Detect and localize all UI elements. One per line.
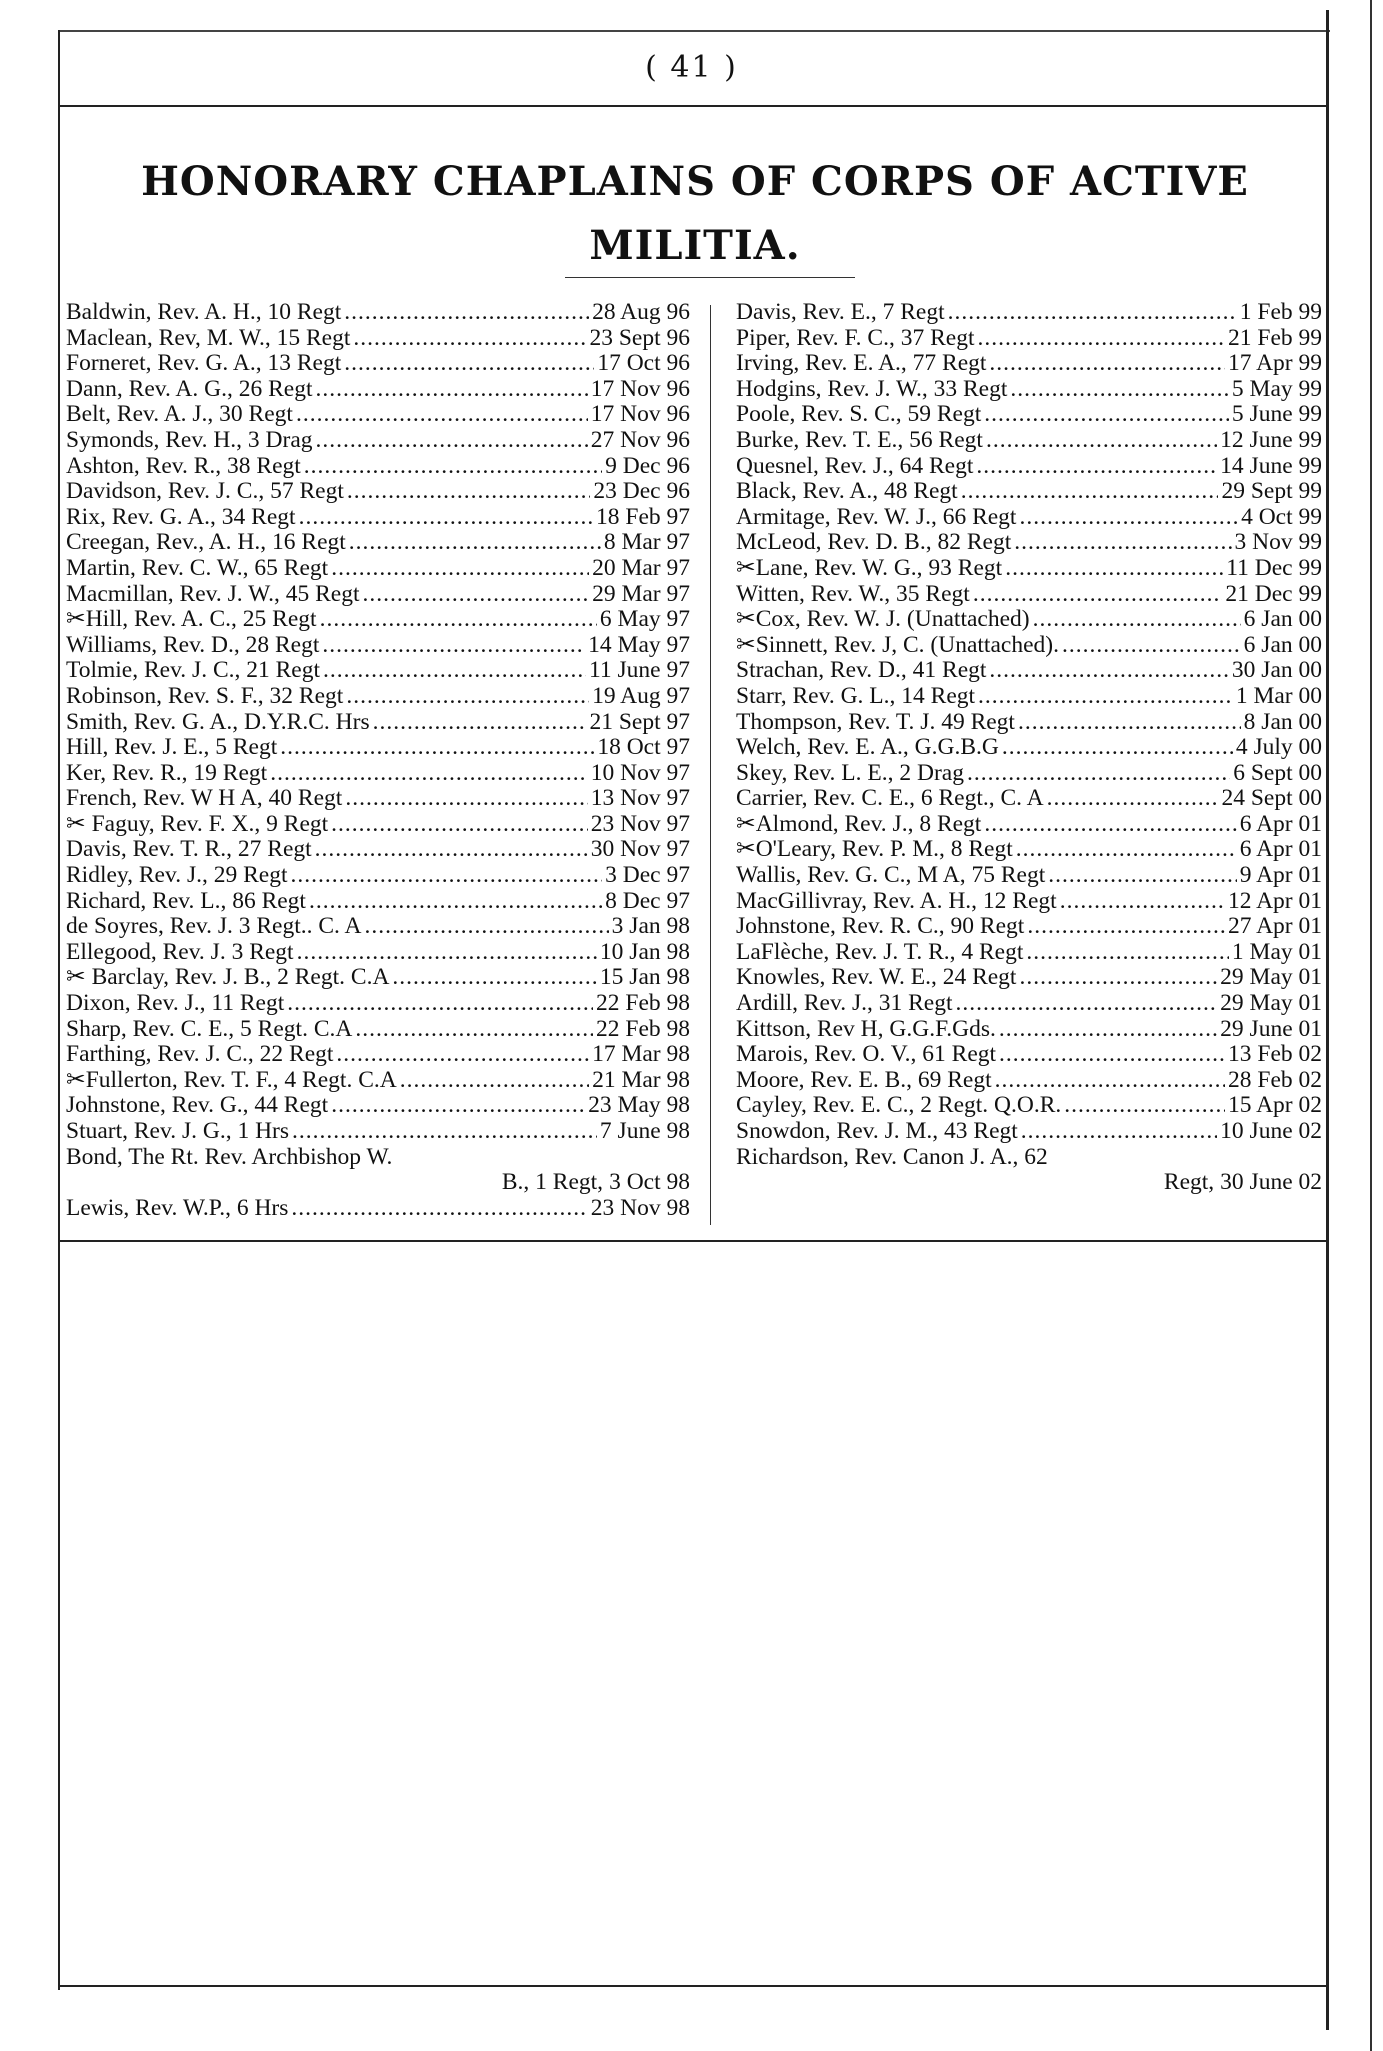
- list-item: [736, 786, 1322, 812]
- entry-name: Kittson, Rev H, G.G.F.Gds.: [736, 1015, 996, 1042]
- table-bottom-rule: [60, 1240, 1328, 1242]
- entry-date: 24 Sept 00: [1221, 785, 1322, 812]
- list-item: [736, 633, 1322, 659]
- title-line-1: HONORARY CHAPLAINS OF CORPS OF ACTIVE: [141, 158, 1249, 205]
- page-frame-right: [1326, 10, 1329, 2030]
- leader-dots: [1033, 607, 1241, 633]
- entry-date: 10 Nov 97: [590, 759, 690, 786]
- entry-name: Johnstone, Rev. G., 44 Regt: [66, 1092, 329, 1119]
- leader-dots: [373, 710, 587, 736]
- leader-dots: [1027, 914, 1225, 940]
- leader-dots: [292, 1119, 597, 1145]
- entry-date: 30 Jan 00: [1231, 657, 1322, 684]
- list-item: [736, 1145, 1322, 1171]
- list-item: [66, 889, 690, 915]
- list-item: [66, 658, 690, 684]
- leader-dots: [392, 965, 597, 991]
- entry-date: 6 Jan 00: [1243, 606, 1322, 633]
- leader-dots: [984, 402, 1229, 428]
- entry-date: 22 Feb 98: [596, 990, 690, 1017]
- entry-name: Poole, Rev. S. C., 59 Regt: [736, 401, 982, 428]
- title-line-2: MILITIA.: [589, 222, 801, 269]
- entry-date: 3 Oct 98: [609, 1169, 690, 1196]
- entry-date: 12 Apr 01: [1228, 887, 1322, 914]
- entry-date: 20 Mar 97: [592, 554, 690, 581]
- list-item: [736, 505, 1322, 531]
- entry-name: Lewis, Rev. W.P., 6 Hrs: [66, 1194, 289, 1221]
- leader-dots: [999, 1017, 1217, 1043]
- entry-name: ✂ Faguy, Rev. F. X., 9 Regt: [66, 810, 329, 837]
- entry-date: 22 Feb 98: [596, 1015, 690, 1042]
- header-rule: [60, 105, 1328, 107]
- entry-date: 23 Sept 96: [589, 324, 690, 351]
- entry-date: 6 Apr 01: [1239, 836, 1322, 863]
- leader-dots: [291, 863, 603, 889]
- list-item: [736, 940, 1322, 966]
- list-item: [736, 1093, 1322, 1119]
- entry-date: 4 Oct 99: [1241, 503, 1322, 530]
- page-edge-right: [1370, 0, 1372, 2051]
- leader-dots: [1010, 377, 1229, 403]
- entry-name: Creegan, Rev., A. H., 16 Regt: [66, 529, 346, 556]
- entry-date: 23 Nov 97: [590, 810, 690, 837]
- leader-dots: [989, 658, 1229, 684]
- list-item: [736, 582, 1322, 608]
- list-item: [66, 556, 690, 582]
- entry-name: Quesnel, Rev. J., 64 Regt: [736, 452, 974, 479]
- leader-dots: [1016, 837, 1237, 863]
- entry-name: French, Rev. W H A, 40 Regt: [66, 785, 343, 812]
- entry-date: 29 June 01: [1220, 1015, 1322, 1042]
- entry-name: Strachan, Rev. D., 41 Regt: [736, 657, 987, 684]
- leader-dots: [1002, 735, 1233, 761]
- leader-dots: [355, 1017, 593, 1043]
- list-item: [66, 710, 690, 736]
- leader-dots: [304, 454, 602, 480]
- entry-name: ✂Lane, Rev. W. G., 93 Regt: [736, 554, 1003, 581]
- list-item: [66, 300, 690, 326]
- left-column: [66, 300, 690, 1221]
- entry-date: 13 Nov 97: [590, 785, 690, 812]
- entry-name: Stuart, Rev. J. G., 1 Hrs: [66, 1118, 290, 1144]
- list-item: [66, 377, 690, 403]
- leader-dots: [989, 351, 1225, 377]
- entry-name: Johnstone, Rev. R. C., 90 Regt: [736, 913, 1025, 940]
- leader-dots: [316, 377, 588, 403]
- list-item: [66, 735, 690, 761]
- entry-name: Forneret, Rev. G. A., 13 Regt: [66, 350, 342, 377]
- leader-dots: [296, 402, 588, 428]
- entry-name: Burke, Rev. T. E., 56 Regt: [736, 426, 983, 453]
- list-item: [736, 1170, 1322, 1196]
- list-item: [66, 1068, 690, 1094]
- entry-name: Maclean, Rev, M. W., 15 Regt: [66, 324, 351, 351]
- entry-name: Wallis, Rev. G. C., M A, 75 Regt: [736, 862, 1046, 889]
- entry-name: LaFlèche, Rev. J. T. R., 4 Regt: [736, 938, 1024, 965]
- entry-date: 21 Feb 99: [1228, 324, 1322, 351]
- entry-name: ✂Fullerton, Rev. T. F., 4 Regt. C.A: [66, 1066, 397, 1093]
- entry-date: 30 June 02: [1220, 1169, 1322, 1196]
- entry-date: 23 Dec 96: [593, 478, 690, 505]
- entry-date: 14 June 99: [1220, 452, 1322, 479]
- list-item: [66, 863, 690, 889]
- entry-name: Belt, Rev. A. J., 30 Regt: [66, 401, 293, 428]
- entry-date: 30 Nov 97: [590, 836, 690, 863]
- list-item: [736, 684, 1322, 710]
- leader-dots: [315, 837, 588, 863]
- entry-name: Sharp, Rev. C. E., 5 Regt. C.A: [66, 1015, 353, 1042]
- entry-date: 3 Jan 98: [611, 913, 690, 940]
- list-item: [66, 684, 690, 710]
- list-item: [736, 1119, 1322, 1145]
- entry-name: B., 1 Regt,: [501, 1169, 604, 1196]
- list-item: [66, 991, 690, 1017]
- leader-dots: [349, 530, 601, 556]
- entry-name: Knowles, Rev. W. E., 24 Regt: [736, 964, 1017, 991]
- entry-name: Thompson, Rev. T. J. 49 Regt: [736, 708, 1015, 735]
- leader-dots: [287, 991, 593, 1017]
- entry-date: 8 Dec 97: [605, 887, 690, 914]
- entry-name: Smith, Rev. G. A., D.Y.R.C. Hrs: [66, 708, 370, 735]
- list-item: [66, 607, 690, 633]
- list-item: [736, 377, 1322, 403]
- entry-date: 5 June 99: [1231, 401, 1322, 428]
- entry-date: 15 Jan 98: [599, 964, 690, 991]
- leader-dots: [1060, 889, 1225, 915]
- entry-date: 6 May 97: [599, 606, 690, 633]
- leader-dots: [967, 761, 1230, 787]
- leader-dots: [1048, 863, 1236, 889]
- entry-date: 12 June 99: [1220, 426, 1322, 453]
- entry-name: Ker, Rev. R., 19 Regt: [66, 759, 268, 786]
- leader-dots: [345, 786, 587, 812]
- leader-dots: [1014, 530, 1231, 556]
- leader-dots: [978, 326, 1226, 352]
- entry-date: 23 Nov 98: [590, 1194, 690, 1221]
- leader-dots: [1062, 633, 1241, 659]
- leader-dots: [344, 300, 589, 326]
- leader-dots: [331, 556, 589, 582]
- list-item: [66, 479, 690, 505]
- list-item: [66, 530, 690, 556]
- entry-name: Williams, Rev. D., 28 Regt: [66, 631, 320, 658]
- list-item: [736, 658, 1322, 684]
- entry-date: 7 June 98: [599, 1118, 690, 1144]
- leader-dots: [353, 326, 586, 352]
- entry-date: 3 Nov 99: [1234, 529, 1322, 556]
- leader-dots: [346, 684, 589, 710]
- leader-dots: [400, 1068, 589, 1094]
- entry-date: 17 Nov 96: [590, 375, 690, 402]
- entry-date: 6 Sept 00: [1233, 759, 1322, 786]
- entry-name: MacGillivray, Rev. A. H., 12 Regt: [736, 887, 1057, 914]
- leader-dots: [976, 454, 1217, 480]
- entry-date: 10 June 02: [1220, 1118, 1322, 1144]
- list-item: [736, 530, 1322, 556]
- list-item: [66, 1119, 690, 1145]
- list-item: [66, 1196, 690, 1222]
- entry-name: Hill, Rev. J. E., 5 Regt: [66, 734, 278, 761]
- leader-dots: [999, 1042, 1225, 1068]
- leader-dots: [961, 479, 1219, 505]
- entry-name: Snowdon, Rev. J. M., 43 Regt: [736, 1118, 1018, 1144]
- entry-date: 11 June 97: [589, 657, 690, 684]
- entry-date: 6 Jan 00: [1243, 631, 1322, 658]
- entry-name: Skey, Rev. L. E., 2 Drag: [736, 759, 964, 786]
- leader-dots: [364, 914, 608, 940]
- list-item: [66, 505, 690, 531]
- entry-date: 6 Apr 01: [1239, 810, 1322, 837]
- entry-name: ✂Cox, Rev. W. J. (Unattached): [736, 606, 1030, 633]
- entry-name: Davis, Rev. T. R., 27 Regt: [66, 836, 312, 863]
- entry-name: Starr, Rev. G. L., 14 Regt: [736, 682, 976, 709]
- entry-date: 28 Aug 96: [592, 299, 690, 325]
- entry-date: 9 Dec 96: [605, 452, 690, 479]
- entry-name: Moore, Rev. E. B., 69 Regt: [736, 1066, 992, 1093]
- list-item: [736, 889, 1322, 915]
- entry-date: 11 Dec 99: [1226, 554, 1322, 581]
- list-item: [736, 326, 1322, 352]
- entry-date: 14 May 97: [588, 631, 690, 658]
- entry-name: Farthing, Rev. J. C., 22 Regt: [66, 1041, 334, 1068]
- leader-dots: [323, 658, 586, 684]
- leader-dots: [956, 991, 1218, 1017]
- entry-date: 8 Mar 97: [603, 529, 690, 556]
- entry-date: 13 Feb 02: [1228, 1041, 1322, 1068]
- entry-name: Davis, Rev. E., 7 Regt: [736, 299, 945, 325]
- list-item: [66, 786, 690, 812]
- entry-date: 29 Sept 99: [1221, 478, 1322, 505]
- leader-dots: [948, 300, 1237, 326]
- entry-name: Robinson, Rev. S. F., 32 Regt: [66, 682, 344, 709]
- leader-dots: [297, 940, 597, 966]
- list-item: [736, 402, 1322, 428]
- entry-name: ✂ Barclay, Rev. J. B., 2 Regt. C.A: [66, 964, 390, 991]
- list-item: [736, 479, 1322, 505]
- entry-name: ✂Sinnett, Rev. J, C. (Unattached).: [736, 631, 1059, 658]
- entry-name: Ellegood, Rev. J. 3 Regt: [66, 938, 294, 965]
- entry-date: 21 Sept 97: [589, 708, 690, 735]
- entry-name: ✂Hill, Rev. A. C., 25 Regt: [66, 606, 317, 633]
- list-item: [66, 454, 690, 480]
- entry-date: 29 May 01: [1220, 964, 1322, 991]
- list-item: [66, 428, 690, 454]
- leader-dots: [347, 479, 591, 505]
- entry-date: 28 Feb 02: [1228, 1066, 1322, 1093]
- entry-name: ✂O'Leary, Rev. P. M., 8 Regt: [736, 836, 1013, 863]
- leader-dots: [1064, 1093, 1225, 1119]
- list-item: [66, 326, 690, 352]
- list-item: [736, 454, 1322, 480]
- entry-name: Armitage, Rev. W. J., 66 Regt: [736, 503, 1017, 530]
- entry-name: Hodgins, Rev. J. W., 33 Regt: [736, 375, 1008, 402]
- entry-date: 18 Oct 97: [597, 734, 690, 761]
- leader-dots: [1021, 1119, 1217, 1145]
- list-item: [66, 965, 690, 991]
- entry-name: Symonds, Rev. H., 3 Drag: [66, 426, 313, 453]
- leader-dots: [309, 889, 602, 915]
- entry-date: 8 Jan 00: [1243, 708, 1322, 735]
- title-rule: [565, 277, 855, 278]
- entry-name: Ridley, Rev. J., 29 Regt: [66, 862, 288, 889]
- list-item: [736, 965, 1322, 991]
- list-item: [736, 710, 1322, 736]
- leader-dots: [331, 1093, 585, 1119]
- list-item: [66, 402, 690, 428]
- entry-date: 10 Jan 98: [599, 938, 690, 965]
- entry-date: 27 Apr 01: [1228, 913, 1322, 940]
- leader-dots: [1047, 786, 1219, 812]
- list-item: [66, 837, 690, 863]
- column-divider: [710, 305, 711, 1225]
- leader-dots: [299, 505, 593, 531]
- entry-date: 29 Mar 97: [592, 580, 690, 607]
- leader-dots: [1019, 505, 1238, 531]
- entry-name: Ardill, Rev. J., 31 Regt: [736, 990, 953, 1017]
- entry-name: McLeod, Rev. D. B., 82 Regt: [736, 529, 1012, 556]
- list-item: [736, 1068, 1322, 1094]
- leader-dots: [291, 1196, 587, 1222]
- list-item: [736, 761, 1322, 787]
- page-frame-left: [58, 30, 60, 1990]
- leader-dots: [322, 633, 585, 659]
- leader-dots: [316, 428, 588, 454]
- page-title: [60, 150, 1330, 278]
- list-item: [66, 633, 690, 659]
- entry-date: 17 Mar 98: [592, 1041, 690, 1068]
- entry-name: Piper, Rev. F. C., 37 Regt: [736, 324, 975, 351]
- entry-name: de Soyres, Rev. J. 3 Regt.. C. A: [66, 913, 362, 940]
- page-bottom-rule: [58, 1985, 1328, 1987]
- entry-name: Richard, Rev. L., 86 Regt: [66, 887, 306, 914]
- entry-name: Ashton, Rev. R., 38 Regt: [66, 452, 301, 479]
- list-item: [736, 556, 1322, 582]
- entry-name: Irving, Rev. E. A., 77 Regt: [736, 350, 987, 377]
- entry-name: Welch, Rev. E. A., G.G.B.G: [736, 734, 999, 761]
- entry-date: 21 Mar 98: [592, 1066, 690, 1093]
- list-item: [736, 1017, 1322, 1043]
- leader-dots: [1026, 940, 1229, 966]
- list-item: [66, 351, 690, 377]
- list-item: [736, 735, 1322, 761]
- list-item: [66, 1170, 690, 1196]
- entry-name: ✂Almond, Rev. J., 8 Regt: [736, 810, 982, 837]
- list-item: [66, 1145, 690, 1171]
- entry-name: Regt,: [1163, 1169, 1215, 1196]
- list-item: [66, 940, 690, 966]
- leader-dots: [331, 812, 588, 838]
- entry-date: 3 Dec 97: [605, 862, 690, 889]
- list-item: [736, 837, 1322, 863]
- entry-date: 17 Oct 96: [597, 350, 690, 377]
- list-item: [736, 607, 1322, 633]
- list-item: [736, 991, 1322, 1017]
- entry-name: Cayley, Rev. E. C., 2 Regt. Q.O.R.: [736, 1092, 1062, 1119]
- list-item: [736, 914, 1322, 940]
- list-item: [66, 812, 690, 838]
- entry-date: 4 July 00: [1235, 734, 1322, 761]
- leader-dots: [336, 1042, 589, 1068]
- list-item: [736, 300, 1322, 326]
- list-item: [736, 812, 1322, 838]
- entry-date: 27 Nov 96: [590, 426, 690, 453]
- list-item: [736, 351, 1322, 377]
- leader-dots: [320, 607, 597, 633]
- right-column: [736, 300, 1322, 1196]
- leader-dots: [995, 1068, 1225, 1094]
- leader-dots: [1018, 710, 1241, 736]
- list-item: [736, 1042, 1322, 1068]
- list-item: [736, 863, 1322, 889]
- list-item: [736, 428, 1322, 454]
- list-item: [66, 1017, 690, 1043]
- entry-date: 1 Feb 99: [1239, 299, 1322, 325]
- entry-name: Bond, The Rt. Rev. Archbishop W.: [66, 1143, 393, 1170]
- list-item: [66, 1093, 690, 1119]
- leader-dots: [978, 684, 1233, 710]
- leader-dots: [973, 582, 1223, 608]
- entry-date: 17 Apr 99: [1228, 350, 1322, 377]
- leader-dots: [984, 812, 1236, 838]
- entry-date: 9 Apr 01: [1239, 862, 1322, 889]
- entry-name: Dixon, Rev. J., 11 Regt: [66, 990, 285, 1017]
- leader-dots: [344, 351, 594, 377]
- list-item: [66, 761, 690, 787]
- entry-name: Baldwin, Rev. A. H., 10 Regt: [66, 299, 342, 325]
- entry-date: 29 May 01: [1220, 990, 1322, 1017]
- list-item: [66, 582, 690, 608]
- entry-name: Davidson, Rev. J. C., 57 Regt: [66, 478, 344, 505]
- entry-name: Carrier, Rev. C. E., 6 Regt., C. A: [736, 785, 1044, 812]
- entry-date: 18 Feb 97: [596, 503, 690, 530]
- leader-dots: [363, 582, 590, 608]
- leader-dots: [1005, 556, 1223, 582]
- entry-name: Martin, Rev. C. W., 65 Regt: [66, 554, 329, 581]
- leader-dots: [1019, 965, 1217, 991]
- list-item: [66, 914, 690, 940]
- leader-dots: [280, 735, 594, 761]
- entry-name: Macmillan, Rev. J. W., 45 Regt: [66, 580, 360, 607]
- entry-date: 19 Aug 97: [592, 682, 690, 709]
- entry-name: Marois, Rev. O. V., 61 Regt: [736, 1041, 997, 1068]
- entry-name: Dann, Rev. A. G., 26 Regt: [66, 375, 313, 402]
- leader-dots: [986, 428, 1217, 454]
- page-number: ( 41 ): [645, 50, 738, 85]
- entry-date: 5 May 99: [1231, 375, 1322, 402]
- entry-date: 21 Dec 99: [1225, 580, 1322, 607]
- entry-date: 1 Mar 00: [1235, 682, 1322, 709]
- leader-dots: [270, 761, 588, 787]
- entry-date: 15 Apr 02: [1228, 1092, 1322, 1119]
- page-frame-top: [60, 30, 1330, 32]
- entry-name: Rix, Rev. G. A., 34 Regt: [66, 503, 296, 530]
- entry-name: Tolmie, Rev. J. C., 21 Regt: [66, 657, 321, 684]
- entry-name: Witten, Rev. W., 35 Regt: [736, 580, 970, 607]
- entry-date: 1 May 01: [1231, 938, 1322, 965]
- list-item: [66, 1042, 690, 1068]
- entry-name: Richardson, Rev. Canon J. A., 62: [736, 1143, 1048, 1170]
- entry-name: Black, Rev. A., 48 Regt: [736, 478, 958, 505]
- entry-date: 23 May 98: [588, 1092, 690, 1119]
- entry-date: 17 Nov 96: [590, 401, 690, 428]
